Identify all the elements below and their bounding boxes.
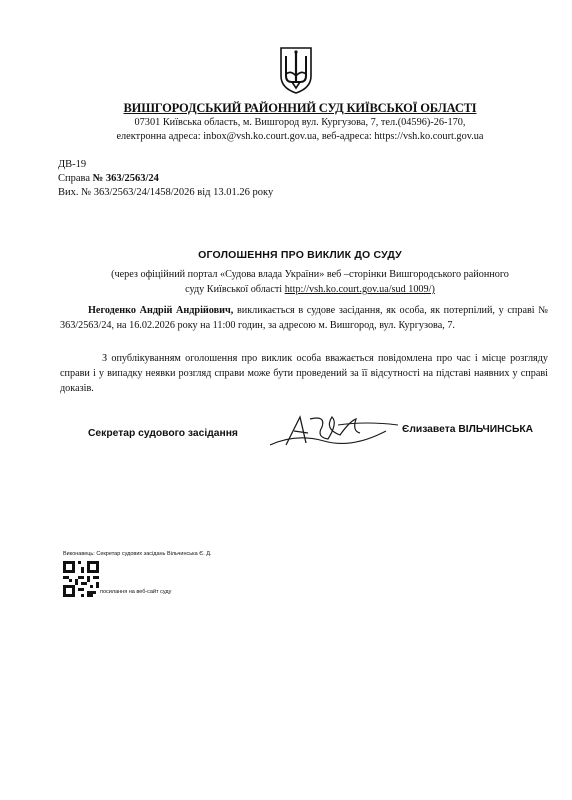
case-number-line xyxy=(58,172,273,186)
qr-caption: посилання на веб-сайт суду xyxy=(100,589,172,595)
address-line-1: 07301 Київська область, м. Вишгород вул. Кургузова, 7, тел.(04596)-26-170, xyxy=(134,117,466,128)
signature-name: Єлизавета ВІЛЬЧИНСЬКА xyxy=(402,424,534,435)
portal-note xyxy=(70,267,550,297)
summons-text: викликається в судове засідання, як особа, як потерпілий, у справі № 363/2563/24, на 16.02.2026 року на 11:00 годин, за адресою м. Вишгород, вул. Кургузова, 7. xyxy=(60,305,548,331)
outgoing-number: Вих. № 363/2563/24/1458/2026 від 13.01.26 року xyxy=(58,187,274,198)
portal-note-line-2 xyxy=(70,282,550,297)
case-prefix: Справа xyxy=(58,173,91,184)
court-address xyxy=(50,116,550,144)
executor-note: Виконавець: Секретар судових засідань Вільчинська Є. Д. xyxy=(63,551,212,557)
summons-paragraph xyxy=(60,303,548,333)
handwritten-signature xyxy=(266,411,406,451)
case-number: № 363/2563/24 xyxy=(92,173,159,184)
notice-title: ОГОЛОШЕННЯ ПРО ВИКЛИК ДО СУДУ xyxy=(198,249,402,261)
doc-code: ДВ-19 xyxy=(58,159,87,170)
portal-note-line-1: (через офіційний портал «Судова влада України» веб –сторінки Вишгородського районного xyxy=(111,269,509,280)
court-name: ВИШГОРОДСЬКИЙ РАЙОННИЙ СУД КИЇВСЬКОЇ ОБЛАСТІ xyxy=(123,101,477,115)
qr-code-icon[interactable] xyxy=(63,561,99,597)
document-meta xyxy=(58,158,273,200)
consequence-paragraph: З опублікуванням оголошення про виклик особа вважається повідомлена про час і місце розгляду справи і у випадку неявки розгляд справи може бути проведений за її відсутності на підставі наявних у справі доказів. xyxy=(60,353,548,394)
person-name: Негоденко Андрій Андрійович, xyxy=(88,305,234,316)
portal-link[interactable]: http://vsh.ko.court.gov.ua/sud 1009/) xyxy=(284,284,435,295)
address-line-2: електронна адреса: inbox@vsh.ko.court.gov.ua, веб-адреса: https://vsh.ko.court.gov.ua xyxy=(116,131,484,142)
trident-emblem-icon xyxy=(279,46,313,94)
portal-note-line-2-text: суду Київської області xyxy=(185,284,285,295)
signature-role: Секретар судового засідання xyxy=(88,428,238,439)
